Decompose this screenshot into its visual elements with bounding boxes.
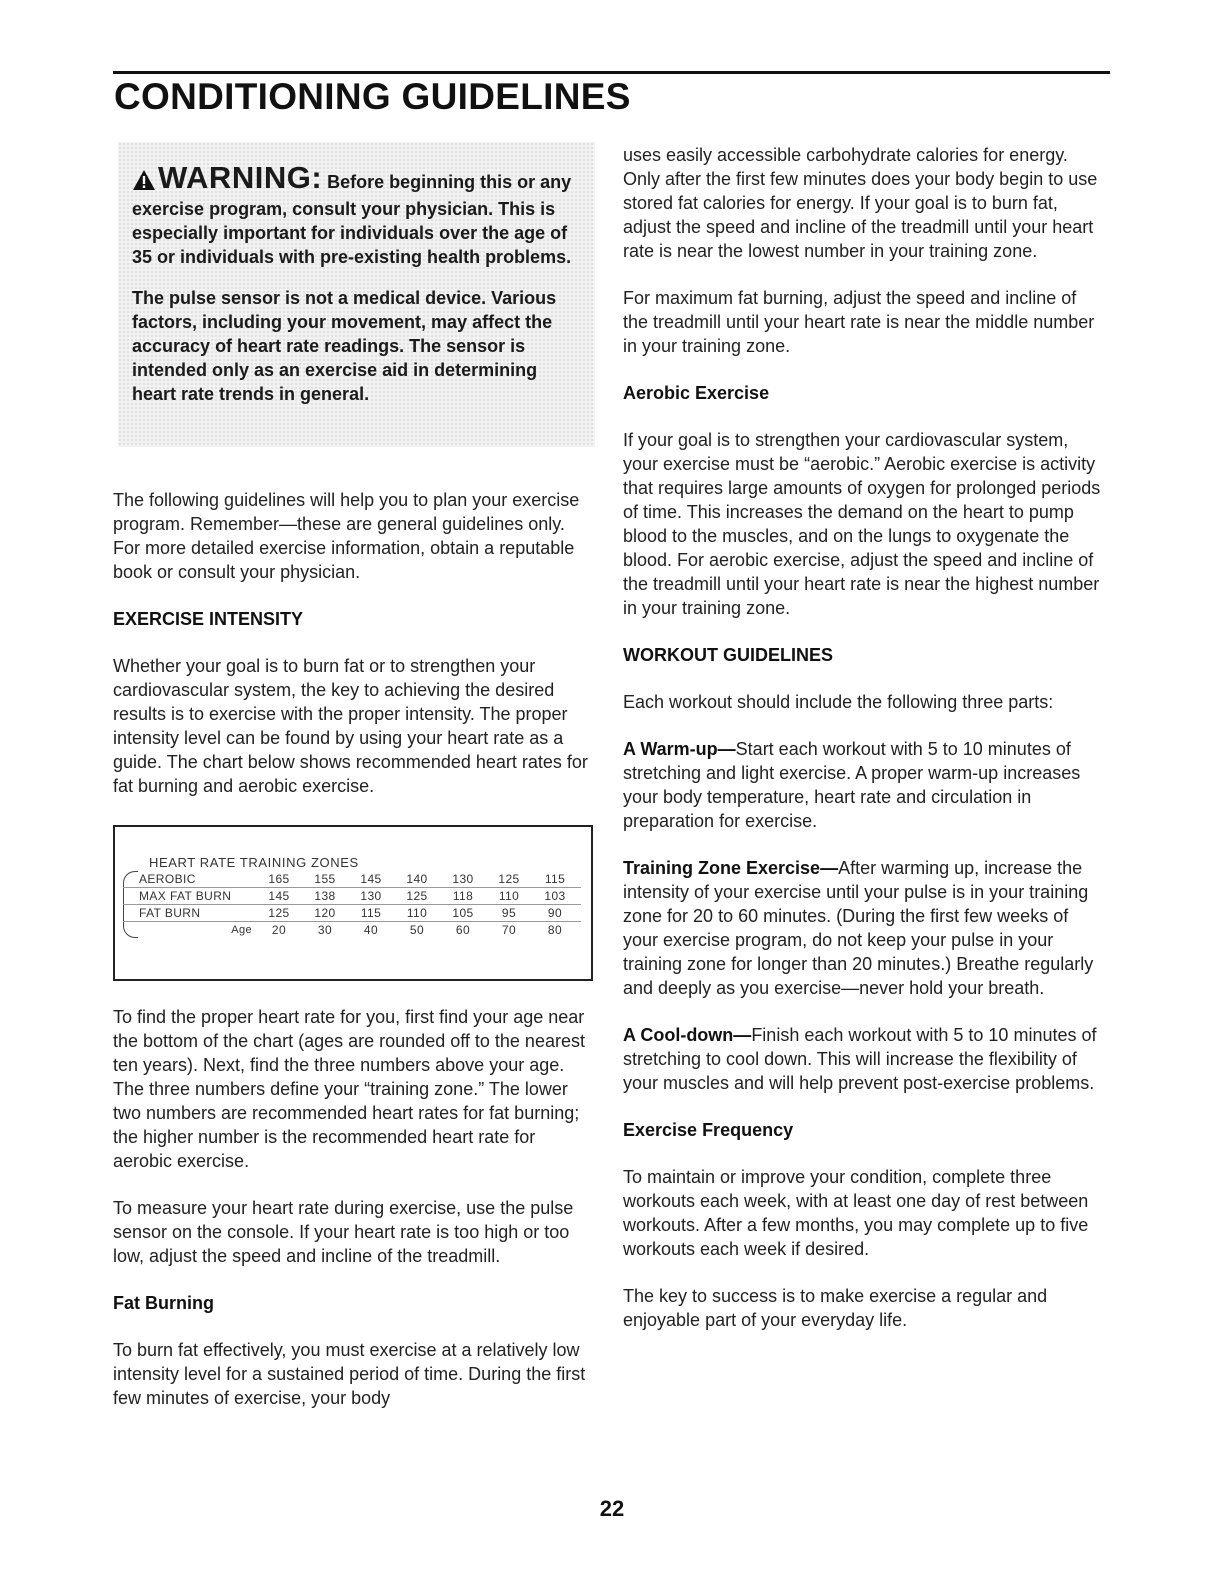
chart-cell: 103: [544, 889, 566, 903]
workout-guidelines-heading: WORKOUT GUIDELINES: [623, 645, 833, 665]
age-label: Age: [231, 924, 252, 936]
age-cell: 70: [501, 923, 517, 937]
frequency-paragraph: To maintain or improve your condition, complete three workouts each week, with at least one day of rest between workouts. After a few months, you may complete up to five workouts each week if desired.: [623, 1167, 1089, 1259]
page-number: 22: [599, 1496, 625, 1521]
chart-cell: 115: [544, 872, 566, 886]
age-cell: 50: [409, 923, 425, 937]
chart-table: [123, 871, 581, 938]
row-label: MAX FAT BURN: [139, 889, 232, 903]
warmup-lead: A Warm-up—: [623, 739, 736, 759]
chart-row-max-fat-burn: [123, 888, 581, 905]
aerobic-paragraph: If your goal is to strengthen your cardiovascular system, your exercise must be “aerobic.” Aerobic exercise is activity that requires large amounts of oxygen for prolonged periods of time. This increases the demand on the heart to pump blood to the muscles, and on the lungs to oxygenate the blood. For aerobic exercise, adjust the speed and incline of the treadmill until your heart rate is near the highest number in your training zone.: [623, 430, 1101, 618]
chart-cell: 115: [360, 906, 382, 920]
age-cell: 40: [363, 923, 379, 937]
chart-cell: 125: [498, 872, 520, 886]
chart-cell: 145: [360, 872, 382, 886]
chart-cell: 95: [501, 906, 517, 920]
chart-cell: 165: [268, 872, 290, 886]
age-cell: 60: [455, 923, 471, 937]
measure-paragraph: To measure your heart rate during exercise, use the pulse sensor on the console. If your heart rate is too high or too low, adjust the speed and incline of the treadmill.: [113, 1198, 574, 1266]
age-cell: 20: [271, 923, 287, 937]
chart-cell: 110: [406, 906, 428, 920]
age-cell: 30: [317, 923, 333, 937]
right-column: [623, 143, 1105, 1332]
chart-cell: 110: [498, 889, 520, 903]
exercise-frequency-heading: Exercise Frequency: [623, 1120, 794, 1140]
max-fat-paragraph: For maximum fat burning, adjust the speed and incline of the treadmill until your heart rate is near the middle number in your training zone.: [623, 288, 1095, 356]
row-label: FAT BURN: [139, 906, 201, 920]
cooldown-text: Finish each workout with 5 to 10 minutes of stretching to cool down. This will increase the flexibility of your muscles and will help prevent post-exercise problems.: [623, 1025, 1097, 1093]
training-zone-paragraph: [623, 856, 1105, 1000]
chart-cell: 130: [360, 889, 382, 903]
chart-cell: 125: [268, 906, 290, 920]
chart-cell: 130: [452, 872, 474, 886]
warmup-paragraph: [623, 737, 1105, 833]
cooldown-lead: A Cool-down—: [623, 1025, 752, 1045]
warmup-text: Start each workout with 5 to 10 minutes of stretching and light exercise. A proper warm-up increases your body temperature, heart rate and circulation in preparation for exercise.: [623, 739, 1081, 831]
training-zone-text: After warming up, increase the intensity of your exercise until your pulse is in your training zone for 20 to 60 minutes. (During the first few weeks of your exercise program, do not keep your pulse in your training zone for longer than 20 minutes.) Breathe regularly and deeply as you exercise—never hold your breath.: [623, 858, 1094, 998]
fat-burning-heading: Fat Burning: [113, 1293, 214, 1313]
warning-sensor-text: The pulse sensor is not a medical device. Various factors, including your movement, may affect the accuracy of heart rate readings. The sensor is intended only as an exercise aid in determining heart rate trends in general.: [132, 288, 557, 404]
aerobic-heading: Aerobic Exercise: [623, 383, 770, 403]
warning-triangle-icon: [132, 169, 156, 197]
chart-cell: 90: [547, 906, 563, 920]
warning-box: [118, 142, 595, 447]
exercise-intensity-heading: EXERCISE INTENSITY: [113, 609, 304, 629]
chart-title: HEART RATE TRAINING ZONES: [149, 855, 359, 870]
left-column: [113, 142, 595, 1410]
chart-cell: 120: [314, 906, 336, 920]
chart-row-aerobic: [123, 871, 581, 888]
warning-word: WARNING:: [158, 160, 323, 195]
warning-paragraph: [132, 160, 585, 269]
intensity-paragraph: Whether your goal is to burn fat or to strengthen your cardiovascular system, the key to achieving the desired results is to exercise with the proper intensity. The proper intensity level can be found by using your heart rate as a guide. The chart below shows recommended heart rates for fat burning and aerobic exercise.: [113, 656, 588, 796]
chart-cell: 125: [406, 889, 428, 903]
training-zone-lead: Training Zone Exercise—: [623, 858, 839, 878]
chart-cell: 155: [314, 872, 336, 886]
chart-cell: 145: [268, 889, 290, 903]
chart-row-age: [123, 922, 581, 938]
key-paragraph: The key to success is to make exercise a regular and enjoyable part of your everyday life.: [623, 1286, 1048, 1330]
workout-intro: Each workout should include the following three parts:: [623, 692, 1054, 712]
intro-paragraph: The following guidelines will help you to plan your exercise program. Remember—these are general guidelines only. For more detailed exercise information, obtain a reputable book or consult your physician.: [113, 490, 580, 582]
fat-burning-paragraph: To burn fat effectively, you must exercise at a relatively low intensity level for a sustained period of time. During the first few minutes of exercise, your body: [113, 1340, 586, 1408]
heart-rate-chart: [113, 825, 593, 981]
fat-burning-continued: uses easily accessible carbohydrate calories for energy. Only after the first few minutes does your body begin to use stored fat calories for energy. If your goal is to burn fat, adjust the speed and incline of the treadmill until your heart rate is near the lowest number in your training zone.: [623, 145, 1098, 261]
chart-row-fat-burn: [123, 905, 581, 922]
cooldown-paragraph: [623, 1023, 1105, 1095]
age-cell: 80: [547, 923, 563, 937]
find-rate-paragraph: To find the proper heart rate for you, first find your age near the bottom of the chart (ages are rounded off to the nearest ten years). Next, find the three numbers above your age. The three numbers define your “training zone.” The lower two numbers are recommended heart rates for fat burning; the higher number is the recommended heart rate for aerobic exercise.: [113, 1007, 585, 1171]
warning-lead-text: Before beginning this or any exercise program, consult your physician. This is especially important for individuals over the age of 35 or individuals with pre-existing health problems.: [132, 172, 572, 267]
row-label: AEROBIC: [139, 872, 196, 886]
title-rule: [113, 71, 1110, 74]
chart-cell: 105: [452, 906, 474, 920]
chart-cell: 140: [406, 872, 428, 886]
chart-cell: 118: [452, 889, 474, 903]
page-title: CONDITIONING GUIDELINES: [114, 76, 631, 117]
chart-cell: 138: [314, 889, 336, 903]
